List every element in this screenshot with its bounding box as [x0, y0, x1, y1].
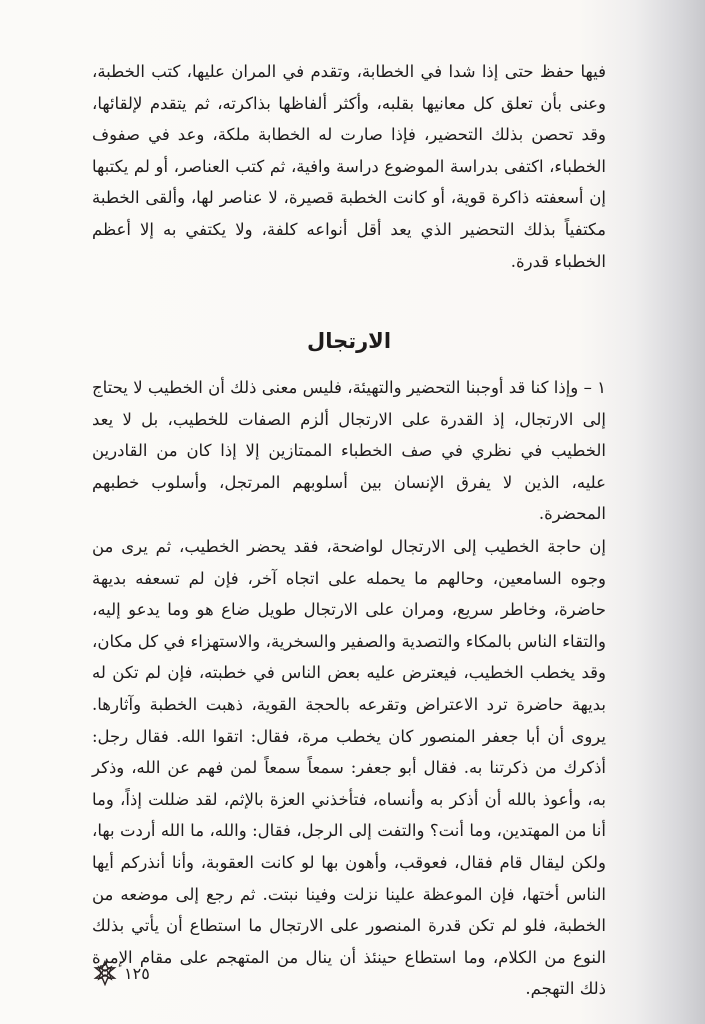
page-footer — [92, 958, 150, 988]
star-ornament-icon — [92, 960, 118, 986]
section-heading: الارتجال — [306, 329, 392, 353]
paragraph-improvisation-2: إن حاجة الخطيب إلى الارتجال لواضحة، فقد يحضر الخطيب، ثم يرى من وجوه السامعين، وحالهم ما يحمله على اتجاه آخر، فإن لم تسعفه بديهة حاضرة، وخاطر سريع، ومران على الارتجال طويل ضاع هو وما يدعو إليه، والتقاء الناس بالمكاء والتصدية والصفير والسخرية، والاستهزاء في كل مكان، وقد يخطب الخطيب، فيعترض عليه بعض الناس في خطبته، فإن لم تكن له بديهة حاضرة ترد الاعتراض وتقرعه بالحجة القوية، ذهبت الخطبة وآثارها. يروى أن أبا جعفر المنصور كان يخطب مرة، فقال: اتقوا الله. فقال رجل: أذكرك من ذكرتنا به. فقال أبو جعفر: سمعاً سمعاً لمن فهم عن الله، وذكر به، وأعوذ بالله أن أذكر به وأنساه، فتأخذني العزة بالإثم، لقد ضللت إذاً، وما أنا من المهتدين، وما أنت؟ والتفت إلى الرجل، فقال: والله، ما الله أردت بها، ولكن ليقال قام فقال، فعوقب، وأهون بها لو كانت العقوبة، وأنا أنذركم أيها الناس أختها، فإن الموعظة علينا نزلت وفينا نبتت. ثم رجع إلى موضعه من الخطبة، فلو لم تكن قدرة المنصور على الارتجال ما استطاع أن يأتي بذلك النوع من الكلام، وما استطاع حينئذ أن ينال من المتهجم على مقام الإمرة ذلك التهجم. — [92, 537, 606, 999]
page-number: ١٢٥ — [124, 963, 150, 983]
paragraph-intro: فيها حفظ حتى إذا شدا في الخطابة، وتقدم في المران عليها، كتب الخطبة، وعنى بأن تعلق كل معانيها بقلبه، وأكثر ألفاظها بذاكرته، ثم يتقدم لإلقائها، وقد تحصن بذلك التحضير، فإذا صارت له الخطابة ملكة، وعد في صفوف الخطباء، اكتفى بدراسة الموضوع دراسة وافية، ثم كتب العناصر، أو لم يكتبها إن أسعفته ذاكرة قوية، أو كانت الخطبة قصيرة، لا عناصر لها، وألقى الخطبة مكتفياً بذلك التحضير الذي يعد أقل أنواعه كلفة، ولا يكتفي به إلا أعظم الخطباء قدرة. — [92, 62, 606, 271]
paragraph-improvisation-1: ١ – وإذا كنا قد أوجبنا التحضير والتهيئة، فليس معنى ذلك أن الخطيب لا يحتاج إلى الارتجال، إذ القدرة على الارتجال ألزم الصفات للخطيب، بل لا يعد الخطيب في نظري في صف الخطباء الممتازين إلا إذا كان من القادرين عليه، الذين لا يفرق الإنسان بين أسلوبهم المرتجل، وأسلوب خطبهم المحضرة. — [92, 378, 606, 524]
